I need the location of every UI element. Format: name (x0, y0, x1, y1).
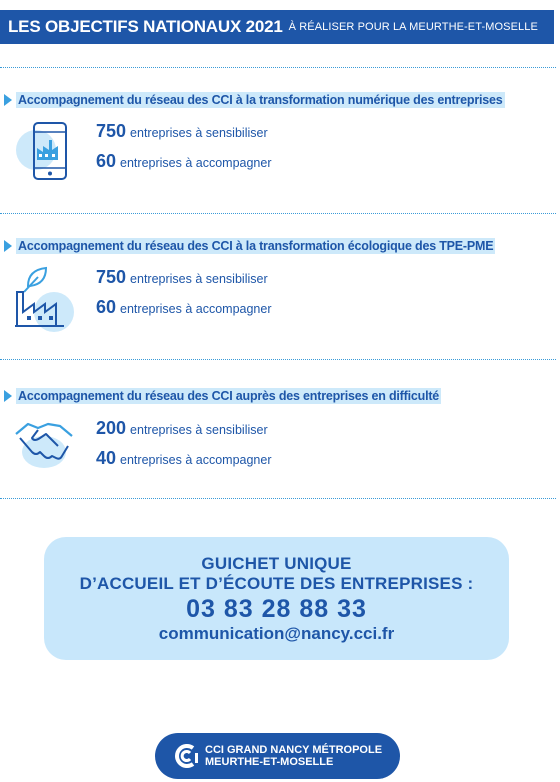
stat-number: 60 (96, 297, 117, 317)
leaf-factory-icon (14, 264, 76, 336)
stat-label: entreprises à accompagner (120, 156, 272, 170)
stat-row (96, 267, 268, 288)
contact-box (44, 537, 509, 660)
logo-line2: MEURTHE-ET-MOSELLE (205, 756, 334, 768)
arrow-icon (4, 240, 12, 252)
page-title: LES OBJECTIFS NATIONAUX 2021 (8, 17, 283, 36)
smartphone-factory-icon (14, 120, 76, 186)
divider (0, 67, 556, 68)
stat-number: 40 (96, 448, 117, 468)
arrow-icon (4, 390, 12, 402)
cci-logo (155, 733, 400, 779)
stat-number: 750 (96, 121, 127, 141)
section-heading-ecological (4, 237, 495, 255)
stat-label: entreprises à sensibiliser (130, 126, 268, 140)
divider (0, 498, 556, 499)
section-heading-difficulty (4, 387, 441, 405)
divider (0, 359, 556, 360)
stat-number: 750 (96, 267, 127, 287)
section-heading-digital (4, 91, 505, 109)
handshake-icon (14, 416, 76, 474)
stat-label: entreprises à sensibiliser (130, 423, 268, 437)
stat-label: entreprises à accompagner (120, 302, 272, 316)
arrow-icon (4, 94, 12, 106)
logo-text (205, 744, 382, 768)
contact-email[interactable]: communication@nancy.cci.fr (158, 624, 395, 643)
contact-phone[interactable]: 03 83 28 88 33 (186, 595, 367, 623)
stat-row (96, 448, 272, 469)
stat-number: 60 (96, 151, 117, 171)
cci-logo-icon (173, 743, 199, 769)
stat-label: entreprises à sensibiliser (130, 272, 268, 286)
page-subtitle: À RÉALISER POUR LA MEURTHE-ET-MOSELLE (288, 21, 538, 33)
stat-label: entreprises à accompagner (120, 453, 272, 467)
contact-subtitle: D’ACCUEIL ET D’ÉCOUTE DES ENTREPRISES : (79, 574, 474, 593)
contact-title: GUICHET UNIQUE (201, 554, 352, 573)
section-heading-text: Accompagnement du réseau des CCI à la transformation écologique des TPE-PME (18, 239, 494, 253)
header-banner (0, 10, 554, 44)
logo-line1: CCI GRAND NANCY MÉTROPOLE (205, 744, 383, 756)
stat-row (96, 297, 272, 318)
stat-row (96, 418, 268, 439)
section-heading-text: Accompagnement du réseau des CCI à la transformation numérique des entreprises (18, 93, 503, 107)
stat-row (96, 151, 272, 172)
section-heading-text: Accompagnement du réseau des CCI auprès des entreprises en difficulté (18, 389, 440, 403)
stat-number: 200 (96, 418, 127, 438)
divider (0, 213, 556, 214)
stat-row (96, 121, 268, 142)
